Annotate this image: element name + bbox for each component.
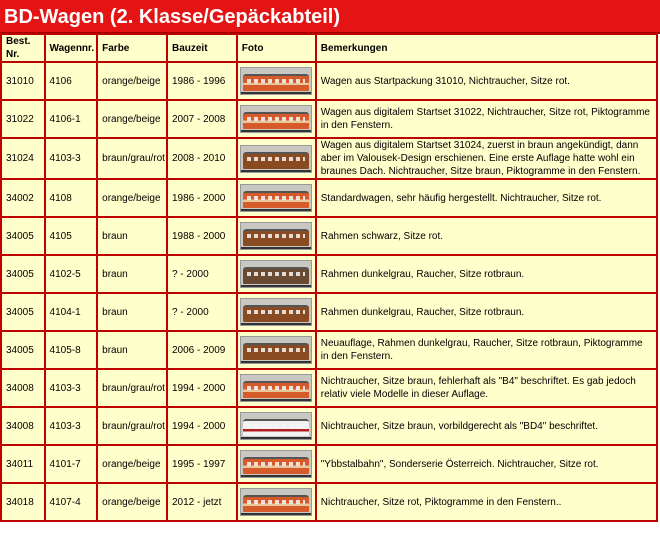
bauzeit-cell: 2007 - 2008: [168, 101, 236, 137]
farbe-cell: braun/grau/rot: [98, 408, 166, 444]
wagon-photo[interactable]: [240, 105, 312, 133]
bauzeit-cell: ? - 2000: [168, 294, 236, 330]
bemerkungen-cell: Wagen aus digitalem Startset 31024, zuerst in braun angekündigt, dann aber im Valousek-Design erschienen. Eine erste Auflage hatte wohl ein braunes Dach. Nichtraucher, Sitze braun, Piktogramme in den Fenstern.: [317, 139, 656, 178]
wagon-frame: [241, 170, 311, 173]
wagon-windows: [247, 272, 305, 276]
table-row: [2, 446, 656, 482]
bauzeit-cell: 2006 - 2009: [168, 332, 236, 368]
foto-cell: [238, 332, 315, 368]
wagon-table: [0, 33, 658, 522]
wagennr-cell: 4107-4: [46, 484, 97, 520]
wagennr-cell: 4105-8: [46, 332, 97, 368]
best-nr-cell: 34005: [2, 332, 44, 368]
bemerkungen-cell: Nichtraucher, Sitze braun, fehlerhaft als "B4" beschriftet. Es gab jedoch relativ viele Modelle in dieser Auflage.: [317, 370, 656, 406]
wagennr-cell: 4103-3: [46, 139, 97, 178]
best-nr-cell: 34011: [2, 446, 44, 482]
wagon-frame: [241, 323, 311, 326]
wagon-windows: [247, 424, 305, 428]
wagon-photo[interactable]: [240, 67, 312, 95]
wagon-photo[interactable]: [240, 336, 312, 364]
bauzeit-cell: 1994 - 2000: [168, 408, 236, 444]
wagon-frame: [241, 361, 311, 364]
foto-cell: [238, 218, 315, 254]
best-nr-cell: 31024: [2, 139, 44, 178]
bauzeit-cell: 2012 - jetzt: [168, 484, 236, 520]
wagon-windows: [247, 348, 305, 352]
wagennr-cell: 4102-5: [46, 256, 97, 292]
wagon-frame: [241, 209, 311, 212]
wagon-image: [243, 74, 309, 91]
best-nr-cell: 34005: [2, 256, 44, 292]
foto-cell: [238, 408, 315, 444]
bemerkungen-cell: Nichtraucher, Sitze rot, Piktogramme in den Fenstern..: [317, 484, 656, 520]
foto-cell: [238, 180, 315, 216]
wagon-image: [243, 495, 309, 512]
table-row: [2, 180, 656, 216]
farbe-cell: braun/grau/rot: [98, 139, 166, 178]
wagon-windows: [247, 386, 305, 390]
bemerkungen-cell: Rahmen dunkelgrau, Raucher, Sitze rotbraun.: [317, 294, 656, 330]
page-title: BD-Wagen (2. Klasse/Gepäckabteil): [4, 6, 341, 28]
best-nr-cell: 34008: [2, 408, 44, 444]
wagon-photo[interactable]: [240, 374, 312, 402]
wagon-image: [243, 191, 309, 208]
header-wagennr: Wagennr.: [46, 35, 97, 61]
header-bemerkungen: Bemerkungen: [317, 35, 656, 61]
farbe-cell: braun/grau/rot: [98, 370, 166, 406]
bemerkungen-cell: Rahmen schwarz, Sitze rot.: [317, 218, 656, 254]
farbe-cell: orange/beige: [98, 484, 166, 520]
header-best-nr: Best. Nr.: [2, 35, 44, 61]
header-bauzeit: Bauzeit: [168, 35, 236, 61]
bemerkungen-cell: "Ybbstalbahn", Sonderserie Österreich. Nichtraucher, Sitze rot.: [317, 446, 656, 482]
table-row: [2, 484, 656, 520]
foto-cell: [238, 63, 315, 99]
farbe-cell: orange/beige: [98, 180, 166, 216]
wagon-frame: [241, 285, 311, 288]
title-bar: [0, 0, 660, 34]
wagon-frame: [241, 437, 311, 440]
bemerkungen-cell: Rahmen dunkelgrau, Raucher, Sitze rotbraun.: [317, 256, 656, 292]
farbe-cell: orange/beige: [98, 63, 166, 99]
bauzeit-cell: 1994 - 2000: [168, 370, 236, 406]
wagon-windows: [247, 462, 305, 466]
wagon-windows: [247, 500, 305, 504]
wagon-windows: [247, 117, 305, 121]
wagon-frame: [241, 399, 311, 402]
wagon-photo[interactable]: [240, 184, 312, 212]
wagon-photo[interactable]: [240, 222, 312, 250]
wagon-image: [243, 457, 309, 474]
bemerkungen-cell: Wagen aus Startpackung 31010, Nichtraucher, Sitze rot.: [317, 63, 656, 99]
wagennr-cell: 4106: [46, 63, 97, 99]
best-nr-cell: 34002: [2, 180, 44, 216]
wagennr-cell: 4103-3: [46, 408, 97, 444]
table-row: [2, 101, 656, 137]
wagon-windows: [247, 79, 305, 83]
wagon-photo[interactable]: [240, 412, 312, 440]
wagon-windows: [247, 196, 305, 200]
bauzeit-cell: 1986 - 2000: [168, 180, 236, 216]
foto-cell: [238, 446, 315, 482]
bemerkungen-cell: Wagen aus digitalem Startset 31022, Nichtraucher, Sitze rot, Piktogramme in den Fenstern.: [317, 101, 656, 137]
table-row: [2, 256, 656, 292]
table-row: [2, 370, 656, 406]
wagennr-cell: 4101-7: [46, 446, 97, 482]
bemerkungen-cell: Neuauflage, Rahmen dunkelgrau, Raucher, Sitze rotbraun, Piktogramme in den Fenstern.: [317, 332, 656, 368]
best-nr-cell: 31010: [2, 63, 44, 99]
wagon-photo[interactable]: [240, 260, 312, 288]
bemerkungen-cell: Nichtraucher, Sitze braun, vorbildgerecht als "BD4" beschriftet.: [317, 408, 656, 444]
wagon-photo[interactable]: [240, 450, 312, 478]
wagennr-cell: 4104-1: [46, 294, 97, 330]
farbe-cell: braun: [98, 332, 166, 368]
bauzeit-cell: 1995 - 1997: [168, 446, 236, 482]
wagon-image: [243, 305, 309, 322]
bauzeit-cell: 1988 - 2000: [168, 218, 236, 254]
wagon-frame: [241, 513, 311, 516]
wagon-frame: [241, 130, 311, 133]
table-row: [2, 218, 656, 254]
bauzeit-cell: ? - 2000: [168, 256, 236, 292]
wagon-photo[interactable]: [240, 298, 312, 326]
best-nr-cell: 34005: [2, 294, 44, 330]
farbe-cell: braun: [98, 294, 166, 330]
table-row: [2, 408, 656, 444]
farbe-cell: orange/beige: [98, 101, 166, 137]
wagon-windows: [247, 310, 305, 314]
wagon-image: [243, 229, 309, 246]
table-row: [2, 332, 656, 368]
best-nr-cell: 31022: [2, 101, 44, 137]
wagon-frame: [241, 92, 311, 95]
best-nr-cell: 34008: [2, 370, 44, 406]
header-foto: Foto: [238, 35, 315, 61]
wagennr-cell: 4103-3: [46, 370, 97, 406]
table-row: [2, 294, 656, 330]
wagon-image: [243, 112, 309, 129]
wagon-image: [243, 152, 309, 169]
bauzeit-cell: 2008 - 2010: [168, 139, 236, 178]
foto-cell: [238, 294, 315, 330]
wagon-image: [243, 381, 309, 398]
wagon-frame: [241, 475, 311, 478]
wagon-windows: [247, 234, 305, 238]
foto-cell: [238, 484, 315, 520]
farbe-cell: orange/beige: [98, 446, 166, 482]
table-header-row: [2, 35, 656, 61]
wagon-windows: [247, 157, 305, 161]
best-nr-cell: 34018: [2, 484, 44, 520]
wagon-photo[interactable]: [240, 488, 312, 516]
foto-cell: [238, 370, 315, 406]
table-body: [2, 63, 656, 520]
table-row: [2, 139, 656, 178]
wagennr-cell: 4106-1: [46, 101, 97, 137]
wagon-image: [243, 419, 309, 436]
foto-cell: [238, 101, 315, 137]
header-farbe: Farbe: [98, 35, 166, 61]
farbe-cell: braun: [98, 218, 166, 254]
wagon-frame: [241, 247, 311, 250]
farbe-cell: braun: [98, 256, 166, 292]
wagon-photo[interactable]: [240, 145, 312, 173]
wagon-image: [243, 267, 309, 284]
wagennr-cell: 4105: [46, 218, 97, 254]
bemerkungen-cell: Standardwagen, sehr häufig hergestellt. Nichtraucher, Sitze rot.: [317, 180, 656, 216]
bauzeit-cell: 1986 - 1996: [168, 63, 236, 99]
table-row: [2, 63, 656, 99]
wagennr-cell: 4108: [46, 180, 97, 216]
best-nr-cell: 34005: [2, 218, 44, 254]
wagon-image: [243, 343, 309, 360]
foto-cell: [238, 256, 315, 292]
foto-cell: [238, 139, 315, 178]
